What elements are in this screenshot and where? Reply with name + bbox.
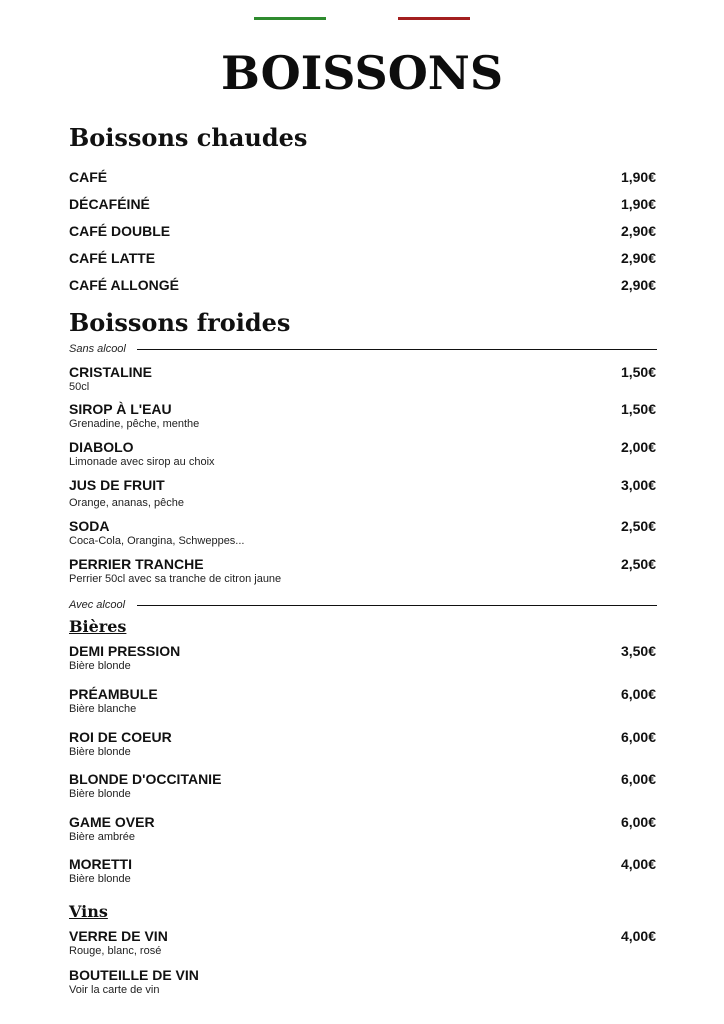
- item-price: 3,00€: [620, 477, 656, 493]
- item-price: 1,50€: [620, 364, 656, 380]
- item-name: JUS DE FRUIT: [69, 477, 165, 493]
- item-description: Coca-Cola, Orangina, Schweppes...: [69, 535, 245, 547]
- divider-label: Avec alcool: [69, 599, 131, 611]
- item-description: Voir la carte de vin: [69, 984, 160, 996]
- accent-bar-green: [254, 17, 326, 20]
- section-title-cold: Boissons froides: [69, 308, 291, 337]
- item-description: Perrier 50cl avec sa tranche de citron jaune: [69, 573, 282, 585]
- divider-no-alcohol: [69, 343, 657, 357]
- item-name: SIROP À L'EAU: [69, 401, 172, 417]
- item-name: CAFÉ DOUBLE: [69, 223, 171, 239]
- item-name: MORETTI: [69, 856, 132, 872]
- item-price: 3,50€: [620, 643, 656, 659]
- subsection-title-beers: Bières: [69, 617, 127, 636]
- item-price: 1,90€: [620, 196, 656, 212]
- item-name: CAFÉ ALLONGÉ: [69, 277, 179, 293]
- item-name: ROI DE COEUR: [69, 729, 172, 745]
- item-name: CRISTALINE: [69, 364, 152, 380]
- item-name: CAFÉ LATTE: [69, 250, 156, 266]
- section-title-hot: Boissons chaudes: [69, 123, 308, 152]
- item-price: 2,00€: [620, 439, 656, 455]
- item-description: Bière blonde: [69, 873, 131, 885]
- item-description: Bière blonde: [69, 660, 131, 672]
- item-name: BLONDE D'OCCITANIE: [69, 771, 222, 787]
- item-description: Bière blanche: [69, 703, 137, 715]
- accent-bar-red: [398, 17, 470, 20]
- item-description: Bière ambrée: [69, 831, 136, 843]
- item-description: Orange, ananas, pêche: [69, 497, 184, 509]
- item-price: 2,50€: [620, 518, 656, 534]
- subsection-title-wines: Vins: [69, 902, 108, 921]
- item-name: DIABOLO: [69, 439, 134, 455]
- item-name: BOUTEILLE DE VIN: [69, 967, 199, 983]
- divider-line: [137, 349, 657, 350]
- item-price: 2,90€: [620, 250, 656, 266]
- item-description: Grenadine, pêche, menthe: [69, 418, 200, 430]
- item-price: 2,90€: [620, 223, 656, 239]
- item-price: 6,00€: [620, 686, 656, 702]
- item-price: 6,00€: [620, 729, 656, 745]
- item-price: 4,00€: [620, 856, 656, 872]
- item-description: Limonade avec sirop au choix: [69, 456, 215, 468]
- item-description: 50cl: [69, 381, 90, 393]
- item-price: 2,90€: [620, 277, 656, 293]
- item-price: 1,50€: [620, 401, 656, 417]
- item-name: DEMI PRESSION: [69, 643, 181, 659]
- item-name: PRÉAMBULE: [69, 686, 158, 702]
- item-description: Bière blonde: [69, 788, 131, 800]
- item-name: GAME OVER: [69, 814, 155, 830]
- item-price: 2,50€: [620, 556, 656, 572]
- divider-label: Sans alcool: [69, 343, 132, 355]
- divider-alcohol: [69, 599, 657, 613]
- item-name: VERRE DE VIN: [69, 928, 168, 944]
- item-name: SODA: [69, 518, 110, 534]
- item-price: 6,00€: [620, 814, 656, 830]
- item-name: PERRIER TRANCHE: [69, 556, 204, 572]
- item-description: Rouge, blanc, rosé: [69, 945, 162, 957]
- item-name: DÉCAFÉINÉ: [69, 196, 150, 212]
- item-name: CAFÉ: [69, 169, 108, 185]
- item-description: Bière blonde: [69, 746, 131, 758]
- page-title: BOISSONS: [220, 46, 504, 100]
- item-price: 6,00€: [620, 771, 656, 787]
- item-price: 1,90€: [620, 169, 656, 185]
- item-price: 4,00€: [620, 928, 656, 944]
- divider-line: [137, 605, 657, 606]
